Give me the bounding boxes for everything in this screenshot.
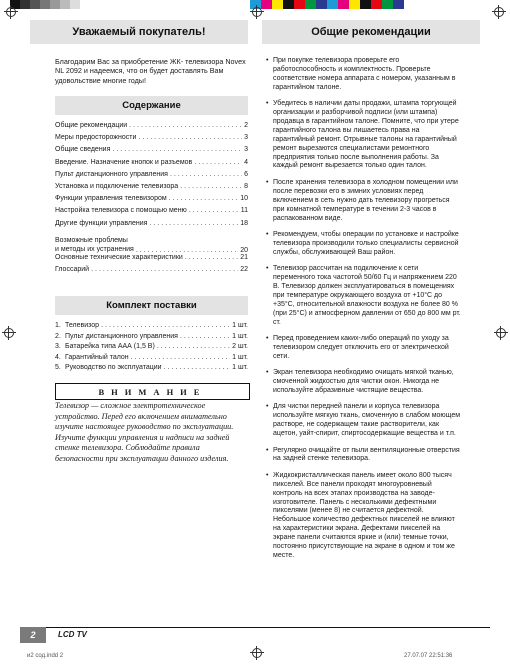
list-item: • При покупке телевизора проверьте его работоспособность и комплектность. Проверьте соответствие номера аппарата с номером, указанным в гарантийном талоне. — [266, 57, 462, 93]
imprint-file: и2 сод.indd 2 — [27, 653, 64, 659]
list-item: • Рекомендуем, чтобы операции по установке и настройке телевизора производили только специалисты сервисной службы, обслуживающей Ваш район. — [266, 231, 462, 258]
toc-title: Содержание — [122, 100, 181, 111]
list-item: • Убедитесь в наличии даты продажи, штампа торгующей организации и разборчивой подписи (или штампа) продавца в гарантийном талоне. Помните, что при утере гарантийного талона вы лишаетесь права на гарантийный ремонт. Отрывные талоны на гарантийный ремонт вырезаются специалистами ремонтного предприятия только после выполнения работы. За каждый ремонт вырезается только один талон. — [266, 100, 462, 171]
toc-item[interactable]: Установка и подключение телевизора ..... 8 — [55, 183, 248, 195]
package-item: 2. Пульт дистанционного управления ..... 1 шт. — [55, 333, 248, 344]
list-item: • Телевизор рассчитан на подключение к сети переменного тока частотой 50/60 Гц и напряжением 220 В. Телевизор должен эксплуатироваться в помещениях при температуре окружающего воздуха от +10°С до +35°С, относительной влажности воздуха не более 80 % (при 25°С) и атмосферном давлении от 650 до 800 мм рт. ст. — [266, 265, 462, 327]
toc-item[interactable]: Введение. Назначение кнопок и разъемов ..... 4 — [55, 159, 248, 171]
list-item: • Экран телевизора необходимо очищать мягкой тканью, смоченной жидкостью для чистки окон. Никогда не используйте абразивные чистящие вещества. — [266, 369, 462, 396]
left-header-title: Уважаемый покупатель! — [72, 26, 206, 38]
gray-print-bar — [10, 0, 80, 9]
registration-mark-icon — [4, 5, 18, 19]
attention-header — [55, 383, 250, 400]
table-of-contents — [55, 122, 248, 278]
footer-brand: LCD TV — [58, 630, 87, 639]
warning-text: Телевизор — сложное электротехническое устройство. Перед его включением внимательно изучите настоящее руководство по эксплуатации. Изучите функции управления и надписи на задней стенке телевизора. Соблюдайте правила безопасности при эксплуатации данного изделия. — [55, 401, 234, 463]
package-item: 5. Руководство по эксплуатации ..... 1 шт. — [55, 364, 248, 375]
list-item: • Перед проведением каких-либо операций по уходу за телевизором следует отключить его от электрической сети. — [266, 335, 462, 362]
registration-mark-icon — [250, 5, 264, 19]
package-title: Комплект поставки — [106, 300, 197, 311]
recommendations-list — [266, 57, 462, 568]
color-print-bar — [250, 0, 415, 9]
toc-item[interactable]: Другие функции управления ..... 18 — [55, 220, 248, 232]
footer-divider — [20, 627, 490, 628]
package-item: 1. Телевизор ..... 1 шт. — [55, 322, 248, 333]
list-item: • Регулярно очищайте от пыли вентиляционные отверстия на задней стенке телевизора. — [266, 447, 462, 465]
right-header-bar — [262, 20, 480, 44]
toc-item[interactable]: Основные технические характеристики ..... 21 — [55, 254, 248, 266]
list-item: • Жидкокристаллическая панель имеет около 800 тысяч пикселей. Все панели проходят многоуровневый контроль на всех этапах производства на заводе-изготовителе. Панель с несколькими дефектными пикселями (менее 8) не считается дефектной. Небольшое количество дефектных пикселей не влияют на характеристики экрана. Дефектами пикселей на экране панели считаются яркие и (или) темные точки, постоянно присутствующие на экране в одном и том же месте. — [266, 472, 462, 561]
package-header — [55, 296, 248, 315]
intro-text: Благодарим Вас за приобретение ЖК- телевизора Novex NL 2092 и надеемся, что он будет доставлять Вам удовольствие многие годы! — [55, 57, 246, 85]
package-item: 4. Гарантийный талон ..... 1 шт. — [55, 354, 248, 365]
toc-header — [55, 96, 248, 115]
imprint-timestamp: 27.07.07 22:51:36 — [404, 653, 453, 659]
toc-item[interactable]: Настройка телевизора с помощью меню ..... 11 — [55, 207, 248, 219]
package-list — [55, 322, 248, 375]
list-item: • Для чистки передней панели и корпуса телевизора используйте мягкую ткань, смоченную в слабом моющем растворе, не содержащем такие растворители, как ацетон, уайт-спирит, спиртосодержащие вещества и т.п. — [266, 403, 462, 439]
list-item: • После хранения телевизора в холодном помещении или после перевозки его в зимних условиях перед включением в сеть нужно дать телевизору прогреться при комнатной температуре в течении 2-3 часов в распакованном виде. — [266, 179, 462, 224]
registration-mark-icon — [250, 646, 264, 660]
page-number: 2 — [20, 627, 46, 643]
toc-item[interactable]: Глоссарий ..... 22 — [55, 266, 248, 278]
package-item: 3. Батарейка типа ААА (1,5 В) ..... 2 шт. — [55, 343, 248, 354]
registration-mark-icon — [494, 326, 508, 340]
toc-item[interactable]: Возможные проблемы и методы их устранения ..... 20 — [55, 232, 248, 254]
left-header-bar — [30, 20, 248, 44]
toc-item[interactable]: Общие рекомендации ..... 2 — [55, 122, 248, 134]
toc-item[interactable]: Общие сведения ..... 3 — [55, 146, 248, 158]
toc-item[interactable]: Пульт дистанционного управления ..... 6 — [55, 171, 248, 183]
registration-mark-icon — [492, 5, 506, 19]
registration-mark-icon — [2, 326, 16, 340]
toc-item[interactable]: Меры предосторожности ..... 3 — [55, 134, 248, 146]
attention-title: ВНИМАНИЕ — [98, 386, 207, 397]
right-header-title: Общие рекомендации — [311, 26, 431, 38]
toc-item[interactable]: Функции управления телевизором ..... 10 — [55, 195, 248, 207]
